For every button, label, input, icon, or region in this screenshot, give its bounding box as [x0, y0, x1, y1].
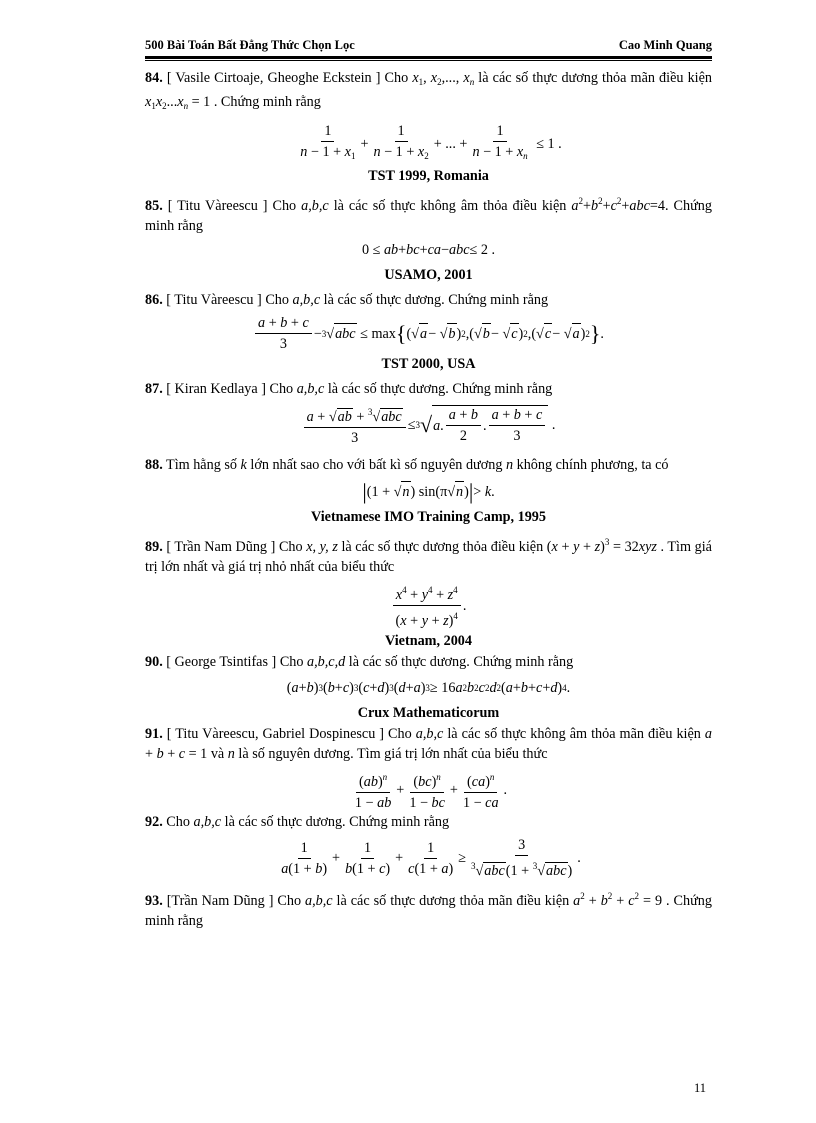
- problem-87: [145, 379, 712, 447]
- problem-source: Vietnam, 2004: [385, 633, 472, 649]
- problem-source: Crux Mathematicorum: [357, 705, 500, 721]
- formula: ( a + b ) 3 ( b + c ) 3 ( c + d ) 3 ( d + a ) 3 ≥ 16 a 2 b 2 c 2 d 2 ( a + b + c + d ) 4 .: [286, 680, 571, 696]
- problem-92: [145, 812, 712, 880]
- problem-86: [145, 290, 712, 375]
- formula: $\frac{a + b + c}{3}$ − 3 √ abc ≤ max { (√ a − √ b ) 2 ,(√ b − √ c ) 2 ,(√ c − √ a ) 2 } .: [145, 314, 712, 353]
- page-number: 11: [694, 1081, 707, 1095]
- problem-text: 90. [ George Tsintifas ] Cho a,b,c,d là các số thực dương. Chứng minh rằng: [145, 654, 574, 670]
- formula: $\frac{a + √ab + ^3√abc}{3}$ ≤ 3 √ a . $\frac{a + b}{2}$ . $\frac{a + b + c}{3}$ .: [145, 403, 712, 447]
- formula: 0 ≤ ab + bc + ca − abc ≤ 2 .: [361, 242, 496, 258]
- formula: $\frac{1}{n - 1 + x_1}$ + $\frac{1}{n - 1 + x_2}$ + ... + $\frac{1}{n - 1 + x_n}$ ≤ 1 .: [300, 123, 562, 161]
- formula: | (1 + √ n ) sin(π√ n ) | > k .: [362, 478, 495, 504]
- problem-85: [145, 191, 712, 286]
- problem-source: Vietnamese IMO Training Camp, 1995: [310, 509, 546, 525]
- problem-text: 86. [ Titu Vàreescu ] Cho a,b,c là các số thực dương. Chứng minh rằng: [145, 292, 549, 308]
- running-header: [145, 38, 712, 58]
- problem-text: 93. [Trần Nam Dũng ] Cho a,b,c là các số thực dương thỏa mãn điều kiện $a^2 + b^2 + c^2 = 9$ . Chứng minh rằng: [145, 891, 712, 929]
- problem-93: [145, 886, 712, 931]
- formula: $\frac{(ab)^n}{1 - ab}$ + $\frac{(bc)^n}{1 - bc}$ + $\frac{(ca)^n}{1 - ca}$ .: [145, 768, 712, 812]
- problem-text: 89. [ Trần Nam Dũng ] Cho x, y, z là các số thực dương thỏa điều kiện $(x + y + z)^3 = 32xyz$ . Tìm giá trị lớn nhất và giá trị nhỏ nhất của biểu thức: [145, 537, 712, 575]
- problem-90: [145, 652, 712, 724]
- problem-text: 92. Cho a,b,c là các số thực dương. Chứng minh rằng: [145, 814, 450, 830]
- header-rule-thin: [145, 60, 712, 61]
- problem-source: TST 1999, Romania: [368, 168, 489, 184]
- problem-source: USAMO, 2001: [384, 267, 473, 283]
- problem-84: [145, 68, 712, 187]
- problem-list: [145, 68, 712, 931]
- problem-text: 87. [ Kiran Kedlaya ] Cho a,b,c là các số thực dương. Chứng minh rằng: [145, 381, 553, 397]
- formula: $\frac{x^4 + y^4 + z^4}{(x + y + z)^4}$ .: [145, 581, 712, 630]
- problem-source: TST 2000, USA: [381, 356, 476, 372]
- problem-text: 88. Tìm hằng số k lớn nhất sao cho với bất kì số nguyên dương n không chính phương, ta có: [145, 457, 669, 473]
- problem-text: 85. [ Titu Vàreescu ] Cho a,b,c là các số thực không âm thỏa điều kiện $a^2+b^2+c^2+abc=4$. Chứng minh rằng: [145, 196, 712, 234]
- problem-text: 84. [ Vasile Cirtoaje, Gheoghe Eckstein ] Cho $x_1$, $x_2$,..., $x_n$ là các số thực dương thỏa mãn điều kiện $x_1x_2...x_n = 1$ . Chứng minh rằng: [145, 70, 712, 111]
- problem-number: 84.: [145, 70, 163, 86]
- header-rule: [145, 56, 712, 59]
- problem-88: [145, 455, 712, 528]
- formula: $\frac{1}{a(1 + b)}$ + $\frac{1}{b(1 + c)}$ + $\frac{1}{c(1 + a)}$ ≥ $\frac{3}{^3√abc(1 + ^3√abc)}$ .: [281, 837, 581, 879]
- problem-text: 91. [ Titu Vàreescu, Gabriel Dospinescu ] Cho a,b,c là các số thực không âm thỏa mãn điều kiện a + b + c = 1 và n là số nguyên dương. Tìm giá trị lớn nhất của biểu thức: [145, 726, 713, 762]
- header-book-title: 500 Bài Toán Bất Đẳng Thức Chọn Lọc: [145, 38, 355, 52]
- problem-91: [145, 724, 712, 812]
- header-author: Cao Minh Quang: [618, 38, 712, 52]
- problem-89: [145, 532, 712, 652]
